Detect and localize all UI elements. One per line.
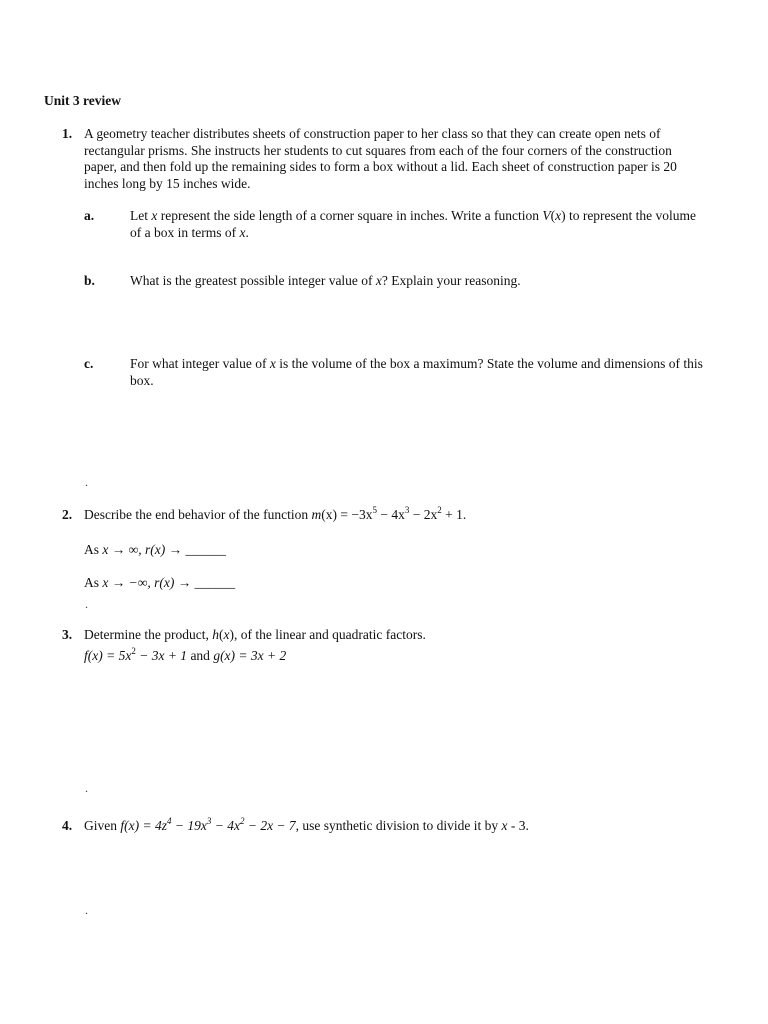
exponent: 4 (166, 816, 172, 826)
part-b-label: b. (84, 273, 95, 288)
math-segment: − 4x (211, 818, 240, 833)
function-f: − 3x + 1 (135, 648, 188, 663)
question-3-text (84, 627, 744, 644)
math-segment: f(x) = 4z (120, 818, 167, 833)
question-3-number: 3. (62, 627, 73, 642)
var-x: x (239, 224, 246, 240)
math-segment: (x) = −3x (321, 507, 373, 522)
var-m: m (311, 507, 322, 522)
function-g: g(x) = 3x + 2 (213, 648, 287, 663)
page-title: Unit 3 review (44, 93, 121, 108)
limit-expression: x → −∞, r(x) → (102, 575, 192, 590)
question-1-line: A geometry teacher distributes sheets of construction paper to her class so that they can create open nets of (84, 126, 661, 141)
end-behavior-line-1 (84, 542, 226, 559)
exponent: 3 (404, 505, 410, 515)
part-c-text (130, 356, 740, 389)
question-4-segment: , use synthetic division to divide it by (295, 818, 502, 833)
math-segment: − 2x (409, 507, 438, 522)
part-c-label: c. (84, 356, 94, 371)
question-4-segment: - 3. (507, 818, 529, 833)
given-word: Given (84, 818, 117, 833)
factors-line (84, 648, 286, 665)
as-label: As (84, 542, 100, 557)
question-3-segment: Determine the product, (84, 627, 213, 642)
question-4-text (84, 818, 744, 835)
part-a-segment: . (245, 224, 249, 240)
part-a-segment: ( (550, 208, 556, 223)
answer-blank[interactable]: ______ (185, 542, 226, 557)
and-word: and (190, 648, 210, 663)
spacer-dot: . (85, 475, 88, 489)
part-b-text (130, 273, 740, 290)
exponent: 3 (206, 816, 212, 826)
part-c-segment: box. (130, 372, 154, 388)
var-v: V (542, 208, 551, 223)
function-f: f(x) = 5x (84, 648, 132, 663)
var-x: x (555, 208, 562, 223)
math-segment: − 4x (377, 507, 405, 522)
var-x: x (501, 818, 508, 833)
var-x: x (375, 273, 382, 288)
exponent: 2 (131, 646, 136, 656)
exponent: 2 (437, 505, 442, 515)
question-4-number: 4. (62, 818, 73, 833)
question-2-segment: Describe the end behavior of the function (84, 507, 312, 522)
var-h: h (212, 627, 219, 642)
var-x: x (151, 208, 158, 223)
question-1-line: inches long by 15 inches wide. (84, 175, 251, 191)
question-1-line: paper, and then fold up the remaining sides to form a box without a lid. Each sheet of construction paper is 20 (84, 159, 677, 174)
function-m (312, 507, 467, 522)
math-segment: − 2x − 7 (244, 818, 296, 833)
spacer-dot: . (85, 781, 88, 795)
part-a-label: a. (84, 208, 95, 223)
exponent: 5 (372, 505, 378, 515)
question-1-line: rectangular prisms. She instructs her students to cut squares from each of the four corners of the construction (84, 142, 672, 158)
part-a-text (130, 208, 740, 241)
as-label: As (84, 575, 100, 590)
question-1-text (84, 126, 744, 192)
spacer-dot: . (85, 597, 88, 611)
question-3-segment: ( (218, 627, 224, 642)
part-c-segment: For what integer value of (130, 356, 270, 371)
var-x: x (223, 627, 230, 642)
exponent: 2 (239, 816, 245, 826)
function-f (120, 818, 295, 833)
part-a-segment: Let (130, 208, 152, 223)
answer-blank[interactable]: ______ (194, 575, 236, 590)
question-1-number: 1. (62, 126, 73, 141)
end-behavior-line-2 (84, 575, 235, 592)
part-b-segment: ? Explain your reasoning. (381, 273, 521, 288)
part-b-segment: What is the greatest possible integer value of (130, 273, 376, 288)
part-a-segment: ) to represent the volume (561, 208, 697, 223)
math-segment: + 1. (441, 507, 467, 522)
part-c-segment: is the volume of the box a maximum? State the volume and dimensions of this (275, 356, 703, 371)
spacer-dot: . (85, 903, 88, 917)
part-a-segment: of a box in terms of (130, 224, 240, 240)
question-2-number: 2. (62, 507, 73, 522)
question-2-text (84, 507, 744, 524)
part-a-segment: represent the side length of a corner square in inches. Write a function (157, 208, 543, 223)
question-3-segment: ), of the linear and quadratic factors. (229, 627, 426, 642)
var-x: x (269, 356, 276, 371)
limit-expression: x → ∞, r(x) → (102, 542, 183, 557)
math-segment: − 19x (171, 818, 207, 833)
